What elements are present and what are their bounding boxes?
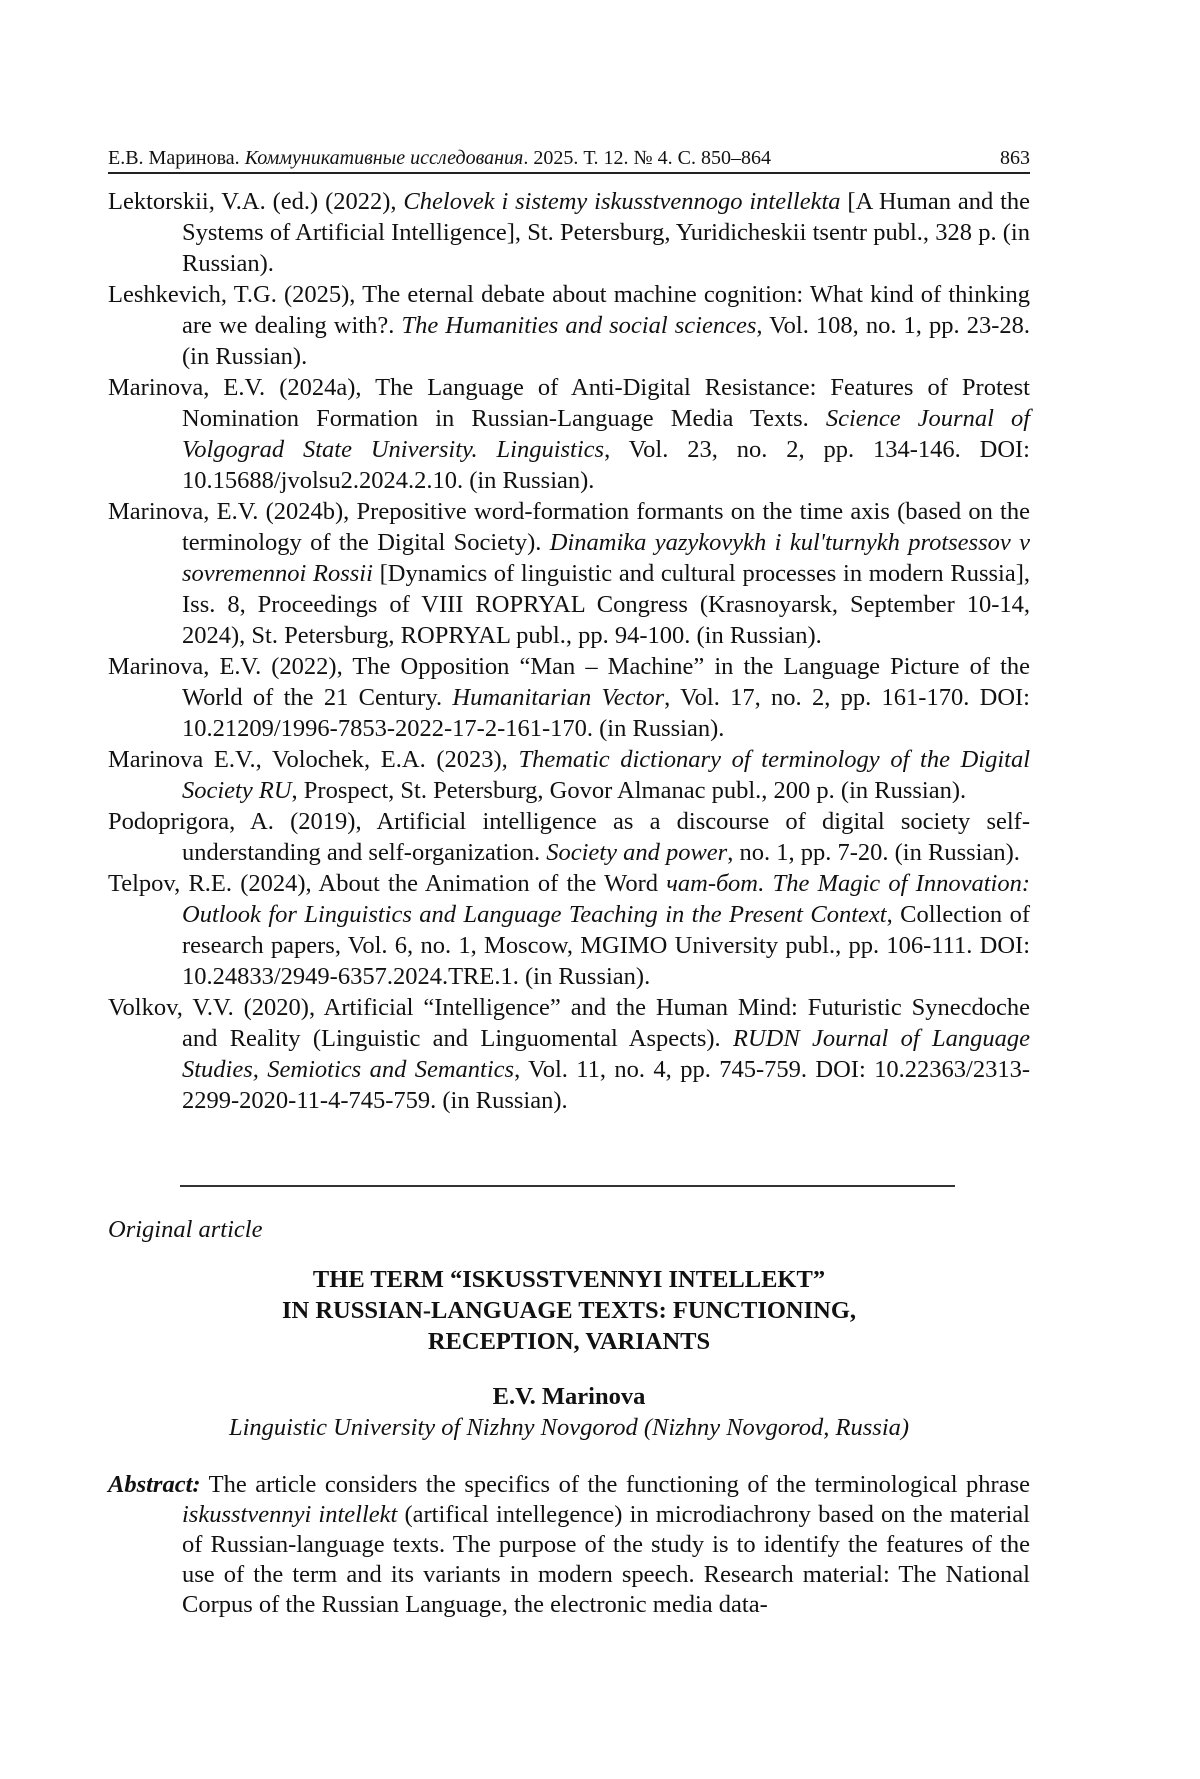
ref-text: , Vol. 11, no. 4, pp. 745-759. DOI: 10.22363/2313-2299-2020-11-4-745-759. (in Russian).: [182, 1056, 1031, 1114]
header-rule: [108, 172, 1030, 174]
ref-text: Lektorskii, V.A. (ed.) (2022),: [108, 188, 404, 215]
section-separator: [180, 1185, 955, 1187]
header-volume: . 2025. Т. 12. № 4. С. 850–864: [523, 147, 771, 169]
ref-italic: Humanitarian Vector: [452, 684, 665, 711]
abstract-term: iskusstvennyi intellekt: [182, 1501, 398, 1528]
header-journal: Коммуникативные исследования: [244, 147, 524, 169]
ref-text: Marinova, E.V. (2022), The Opposition “Man – Machine” in the Language Picture of the World of the 21 Century.: [108, 653, 1030, 711]
title-line: IN RUSSIAN-LANGUAGE TEXTS: FUNCTIONING,: [281, 1297, 857, 1324]
abstract: [108, 1470, 1030, 1620]
ref-text: , Prospect, St. Petersburg, Govor Almanac publ., 200 p. (in Russian).: [291, 777, 967, 804]
ref-text: Volkov, V.V. (2020), Artificial “Intelligence” and the Human Mind: Futuristic Synecdoche and Reality (Linguistic and Linguomental Aspects).: [108, 994, 1030, 1052]
ref-text: , Vol. 23, no. 2, pp. 134-146. DOI: 10.15688/jvolsu2.2024.2.10. (in Russian).: [182, 436, 1030, 494]
ref-text: Marinova E.V., Volochek, E.A. (2023),: [108, 746, 519, 773]
reference-item: [108, 372, 1030, 496]
reference-item: [108, 744, 1030, 806]
page-number: 863: [1000, 147, 1030, 169]
title-line: THE TERM “ISKUSSTVENNYI INTELLEKT”: [312, 1266, 826, 1293]
title-line: RECEPTION, VARIANTS: [427, 1328, 711, 1355]
reference-list: [108, 186, 1030, 1116]
header-author: Е.В. Маринова.: [108, 147, 240, 169]
ref-italic: RUDN Journal of Language Studies, Semiotics and Semantics: [182, 1025, 1031, 1083]
ref-italic: Society and power: [546, 839, 728, 866]
reference-item: [108, 992, 1030, 1116]
ref-text: , Vol. 108, no. 1, pp. 23-28. (in Russian).: [182, 312, 1030, 370]
abstract-text: (artifical intellegence) in microdiachrony based on the material of Russian-language texts. The purpose of the study is to identify the features of the use of the term and its variants in modern speech. Research material: The National Corpus of the Russian Language, the electronic media data-: [182, 1501, 1030, 1618]
ref-text: , no. 1, pp. 7-20. (in Russian).: [727, 839, 1020, 866]
ref-text: Marinova, E.V. (2024a), The Language of Anti-Digital Resistance: Features of Protest Nomination Formation in Russian-Language Media Texts.: [108, 374, 1030, 432]
ref-text: [A Human and the Systems of Artificial Intelligence], St. Petersburg, Yuridicheskii tsentr publ., 328 p. (in Russian).: [182, 188, 1031, 277]
ref-italic: Science Journal of Volgograd State University. Linguistics: [182, 405, 1031, 463]
ref-text: [Dynamics of linguistic and cultural processes in modern Russia], Iss. 8, Proceedings of VIII ROPRYAL Congress (Krasnoyarsk, September 10-14, 2024), St. Petersburg, ROPRYAL publ., pp. 94-100. (in Russian).: [182, 560, 1030, 649]
reference-item: [108, 868, 1030, 992]
reference-item: [108, 496, 1030, 651]
article-title: [108, 1264, 1030, 1357]
ref-text: Podoprigora, A. (2019), Artificial intelligence as a discourse of digital society self-understanding and self-organization.: [108, 808, 1030, 866]
header-citation: [108, 146, 771, 170]
article-type: Original article: [108, 1216, 263, 1243]
abstract-label: Abstract:: [108, 1471, 201, 1498]
reference-item: [108, 806, 1030, 868]
article-author: E.V. Marinova: [492, 1383, 646, 1410]
abstract-text: The article considers the specifics of the functioning of the terminological phrase: [200, 1471, 1030, 1498]
ref-text: Leshkevich, T.G. (2025), The eternal debate about machine cognition: What kind of thinking are we dealing with?.: [108, 281, 1030, 339]
reference-item: [108, 186, 1030, 279]
ref-italic: чат-бот. The Magic of Innovation: Outlook for Linguistics and Language Teaching in the Present Context: [182, 870, 1030, 928]
ref-italic: Dinamika yazykovykh i kul'turnykh protsessov v sovremennoi Rossii: [182, 529, 1030, 587]
ref-text: Telpov, R.E. (2024), About the Animation of the Word: [108, 870, 667, 897]
ref-text: , Collection of research papers, Vol. 6, no. 1, Moscow, MGIMO University publ., pp. 106-111. DOI: 10.24833/2949-6357.2024.TRE.1. (in Russian).: [182, 901, 1031, 990]
ref-italic: Thematic dictionary of terminology of the Digital Society RU: [182, 746, 1031, 804]
ref-text: , Vol. 17, no. 2, pp. 161-170. DOI: 10.21209/1996-7853-2022-17-2-161-170. (in Russian).: [182, 684, 1030, 742]
reference-item: [108, 279, 1030, 372]
ref-italic: Chelovek i sistemy iskusstvennogo intellekta: [403, 188, 841, 215]
reference-item: [108, 651, 1030, 744]
running-header: [108, 146, 1030, 170]
ref-text: Marinova, E.V. (2024b), Prepositive word-formation formants on the time axis (based on the terminology of the Digital Society).: [108, 498, 1030, 556]
author-affiliation: Linguistic University of Nizhny Novgorod (Nizhny Novgorod, Russia): [228, 1414, 910, 1441]
ref-italic: The Humanities and social sciences: [401, 312, 757, 339]
